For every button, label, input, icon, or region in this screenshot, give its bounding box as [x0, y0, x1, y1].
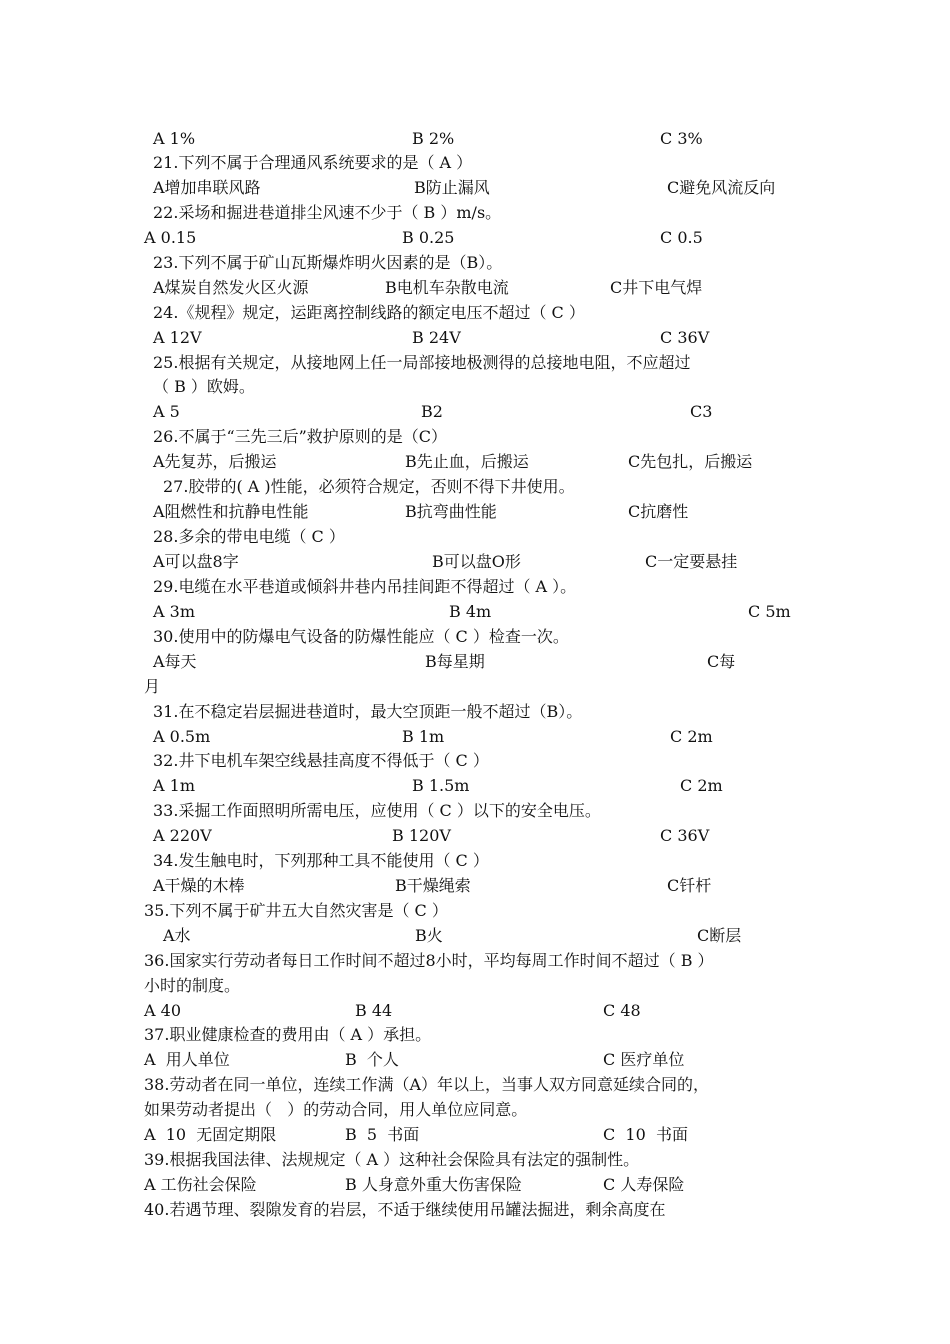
option-c: C 10 书面	[603, 1125, 688, 1144]
option-a: A煤炭自然发火区火源	[153, 278, 309, 297]
option-a: A 5	[153, 402, 180, 421]
question-text: 28.多余的带电电缆（ C ）	[153, 527, 345, 546]
option-a: A 40	[144, 1001, 181, 1020]
option-b: B每星期	[425, 652, 485, 671]
option-c: C 36V	[660, 826, 710, 845]
option-b: B 4m	[449, 602, 492, 621]
option-c: C避免风流反向	[667, 178, 776, 197]
option-a: A先复苏，后搬运	[153, 452, 277, 471]
question-text: 40.若遇节理、裂隙发育的岩层，不适于继续使用吊罐法掘进，剩余高度在	[144, 1200, 666, 1219]
option-b: B先止血，后搬运	[405, 452, 529, 471]
option-b: B 24V	[412, 328, 461, 347]
option-b: B 1m	[402, 727, 445, 746]
option-b: B可以盘O形	[432, 552, 521, 571]
option-b: B 2%	[412, 129, 455, 148]
question-text: 25.根据有关规定，从接地网上任一局部接地极测得的总接地电阻，不应超过	[153, 353, 691, 372]
option-c: C 2m	[670, 727, 713, 746]
option-b: B 5 书面	[345, 1125, 420, 1144]
option-b: B干燥绳索	[395, 876, 471, 895]
option-a: A 工伤社会保险	[144, 1175, 257, 1194]
option-a: A 1m	[153, 776, 195, 795]
option-c-continued: 月	[144, 677, 161, 696]
question-text: 39.根据我国法律、法规规定（ A ）这种社会保险具有法定的强制性。	[144, 1150, 640, 1169]
question-text: 29.电缆在水平巷道或倾斜井巷内吊挂间距不得超过（ A ）。	[153, 577, 577, 596]
option-c: C一定要悬挂	[645, 552, 738, 571]
option-b: B火	[415, 926, 443, 945]
option-c: C 5m	[748, 602, 791, 621]
option-b: B2	[421, 402, 443, 421]
question-text: 35.下列不属于矿井五大自然灾害是（ C ）	[144, 901, 448, 920]
question-text: 26.不属于“三先三后”救护原则的是（C）	[153, 427, 448, 446]
option-b: B 44	[355, 1001, 393, 1020]
option-a: A 1%	[153, 129, 196, 148]
option-c: C 0.5	[660, 228, 703, 247]
question-text: 23.下列不属于矿山瓦斯爆炸明火因素的是（B）。	[153, 253, 503, 272]
option-a: A 用人单位	[144, 1050, 230, 1069]
option-a: A增加串联风路	[153, 178, 261, 197]
question-text: 37.职业健康检查的费用由（ A ）承担。	[144, 1025, 432, 1044]
option-a: A 10 无固定期限	[144, 1125, 277, 1144]
option-a: A 0.5m	[153, 727, 211, 746]
option-b: B防止漏风	[414, 178, 490, 197]
option-b: B抗弯曲性能	[405, 502, 497, 521]
question-text-continued: 如果劳动者提出（ ）的劳动合同，用人单位应同意。	[144, 1100, 528, 1119]
question-text: 34.发生触电时，下列那种工具不能使用（ C ）	[153, 851, 489, 870]
option-b: B 1.5m	[412, 776, 470, 795]
option-c: C先包扎，后搬运	[628, 452, 753, 471]
question-text: 27.胶带的( A )性能，必须符合规定，否则不得下井使用。	[163, 477, 575, 496]
question-text: 24.《规程》规定，运距离控制线路的额定电压不超过（ C ）	[153, 303, 585, 322]
option-c: C 2m	[680, 776, 723, 795]
option-b: B 120V	[392, 826, 451, 845]
option-c: C抗磨性	[628, 502, 689, 521]
question-text: 22.采场和掘进巷道排尘风速不少于（ B ）m/s。	[153, 203, 502, 222]
option-c: C钎杆	[667, 876, 712, 895]
option-b: B 0.25	[402, 228, 455, 247]
question-text-continued: （ B ）欧姆。	[153, 377, 255, 396]
option-a: A阻燃性和抗静电性能	[153, 502, 309, 521]
option-a: A 12V	[153, 328, 202, 347]
option-c: C井下电气焊	[610, 278, 703, 297]
option-a: A 3m	[153, 602, 195, 621]
question-text: 36.国家实行劳动者每日工作时间不超过8小时，平均每周工作时间不超过（ B ）	[144, 951, 714, 970]
option-c: C3	[690, 402, 713, 421]
option-c: C 人寿保险	[603, 1175, 685, 1194]
question-text: 38.劳动者在同一单位，连续工作满（A）年以上，当事人双方同意延续合同的，	[144, 1075, 710, 1094]
option-c: C 医疗单位	[603, 1050, 685, 1069]
option-a: A 220V	[153, 826, 212, 845]
question-text: 32.井下电机车架空线悬挂高度不得低于（ C ）	[153, 751, 489, 770]
option-c: C 3%	[660, 129, 703, 148]
option-a: A干燥的木棒	[153, 876, 245, 895]
option-b: B 人身意外重大伤害保险	[345, 1175, 522, 1194]
option-b: B电机车杂散电流	[385, 278, 509, 297]
option-a: A每天	[153, 652, 197, 671]
question-text: 21.下列不属于合理通风系统要求的是（ A ）	[153, 153, 473, 172]
option-a: A可以盘8字	[153, 552, 239, 571]
option-a: A水	[163, 926, 191, 945]
question-text: 30.使用中的防爆电气设备的防爆性能应（ C ）检查一次。	[153, 627, 569, 646]
question-text-continued: 小时的制度。	[144, 976, 241, 995]
option-c: C断层	[697, 926, 742, 945]
option-a: A 0.15	[144, 228, 197, 247]
option-c: C 36V	[660, 328, 710, 347]
option-c: C 48	[603, 1001, 641, 1020]
option-c: C每	[707, 652, 736, 671]
question-text: 31.在不稳定岩层掘进巷道时，最大空顶距一般不超过（B）。	[153, 702, 583, 721]
option-b: B 个人	[345, 1050, 399, 1069]
question-text: 33.采掘工作面照明所需电压，应使用（ C ）以下的安全电压。	[153, 801, 601, 820]
